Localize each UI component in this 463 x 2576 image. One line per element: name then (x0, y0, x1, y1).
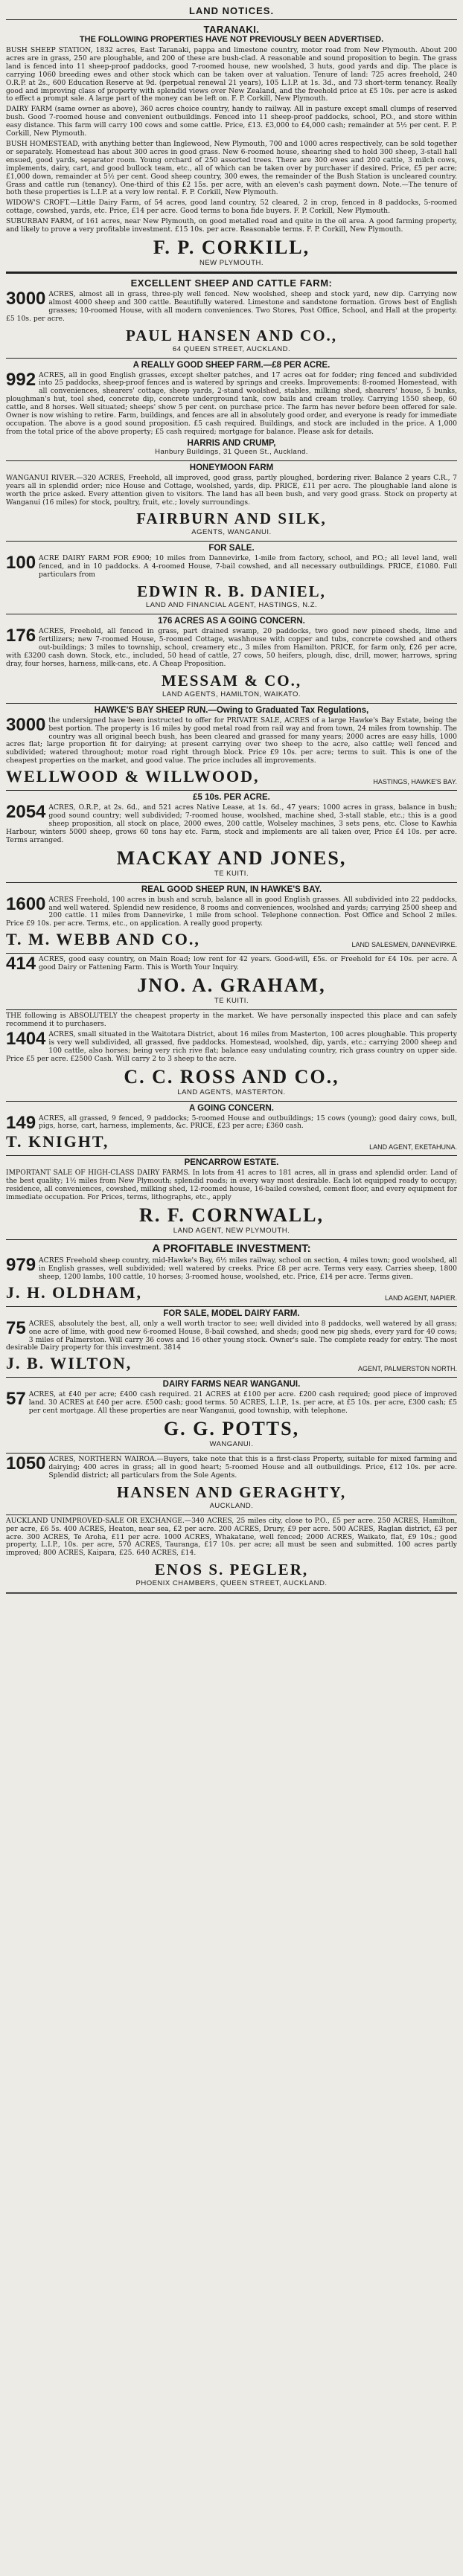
agent-name: R. F. CORNWALL, (139, 1204, 324, 1226)
advert-text: ACRE DAIRY FARM FOR £900; 10 miles from Dannevirke, 1-mile from factory, school, and P.O.; all level land, well fenced, and in 10 paddocks. A 4-roomed House, 7-bail cowshed, and all necessary outbuildings. PRICE, £1080. Full particulars from (39, 554, 457, 579)
agent-name: WELLWOOD & WILLWOOD, (6, 767, 260, 786)
agent-name: J. H. OLDHAM, (6, 1282, 143, 1302)
acreage: 414 (6, 954, 36, 974)
agent-address: Hanbury Buildings, 31 Queen St., Auckland. (155, 447, 308, 456)
advert-title: 176 ACRES AS A GOING CONCERN. (158, 617, 305, 626)
advert-text: ACRES, absolutely the best, all, only a well worth tractor to see; well divided into 8 paddocks, well watered by all grass; one acre of lime, with good new 6-roomed House, 8-bail cowshed, and sheds; good new pig sheds, every yard for 40 cows; 3 miles of Palmerston. Will carry 36 cows and 16 other young stock. Owner's sale. The complete ready for entry. The most desirable Dairy property for this investment. 3814 (6, 1319, 457, 1352)
oldham-979-advert (6, 1242, 457, 1303)
advert-title: £5 10s. PER ACRE. (193, 793, 270, 803)
agent-address: AGENTS, WANGANUI. (191, 528, 272, 537)
agent-name: MACKAY AND JONES, (116, 847, 347, 869)
agent-address: AUCKLAND. (209, 1501, 254, 1510)
agent-role: LAND SALESMEN, DANNEVIRKE. (351, 941, 457, 949)
agent-role: AGENT, PALMERSTON NORTH. (357, 1365, 457, 1373)
agent-address: WANGANUI. (209, 1440, 254, 1449)
wilton-75-advert (6, 1309, 457, 1374)
agent-name: T. KNIGHT, (6, 1132, 109, 1152)
taranaki-advert (6, 24, 457, 268)
pencarrow-estate-advert (6, 1158, 457, 1236)
advert-title: FOR SALE. (208, 544, 255, 553)
advert-text: ACRES, NORTHERN WAIROA.—Buyers, take note that this is a first-class Property, suitable for mixed farming and dairying; 400 acres in grass; all in good heart; 5-roomed House and all outbuildings. Price, £12 10s. per acre. Splendid district; all particulars from the Sole Agents. (48, 1455, 457, 1480)
advert-title: FOR SALE, MODEL DAIRY FARM. (163, 1308, 300, 1318)
agent-name: PAUL HANSEN AND CO., (125, 326, 338, 344)
agent-name: MESSAM & CO., (161, 671, 302, 690)
acreage: 75 (6, 1317, 26, 1338)
agent-address: LAND AGENTS, MASTERTON. (177, 1088, 286, 1096)
agent-name: EDWIN R. B. DANIEL, (137, 582, 326, 601)
agent-address: LAND AGENT, NEW PLYMOUTH. (173, 1226, 290, 1235)
acreage: 979 (6, 1254, 36, 1275)
advert-title: DAIRY FARMS NEAR WANGANUI. (162, 1380, 301, 1390)
agent-role: LAND AGENT, EKETAHUNA. (369, 1143, 457, 1152)
taranaki-listing-4: WIDOW'S CROFT.—Little Dairy Farm, of 54 acres, good land country, 52 cleared, 2 in crop, fenced in 8 paddocks, 5-roomed cottage, cowshed, yards, etc. Price, £14 per acre. Good terms to bona fide buyers. F. P. Corkill, New Plymouth. (6, 199, 457, 216)
agent-name: FAIRBURN AND SILK, (136, 510, 327, 528)
advert-title: A PROFITABLE INVESTMENT: (152, 1242, 311, 1255)
agent-address: LAND AND FINANCIAL AGENT, HASTINGS, N.Z. (145, 601, 318, 610)
agent-address: PHOENIX CHAMBERS, QUEEN STREET, AUCKLAND. (135, 1579, 328, 1588)
acreage: 3000 (6, 714, 46, 735)
agent-address: NEW PLYMOUTH. (199, 258, 264, 267)
masterton-1404-advert (6, 1012, 457, 1096)
taranaki-listing-2: DAIRY FARM (same owner as above), 360 acres choice country, handy to railway. All in pasture except small clumps of reserved bush. Good 7-roomed house and convenient outbuildings. Fenced into 11 sheep-proof paddocks, school, P.O., and store within easy distance. This farm will carry 100 cows and some cattle. Price, £13. £3,000 to £4,000 cash; remainder at 5½ per cent. F. P. Corkill, New Plymouth. (6, 105, 457, 138)
agent-name: C. C. ROSS AND CO., (124, 1065, 339, 1088)
advert-title: HONEYMOON FARM (189, 463, 274, 472)
agent-address: TE KUITI. (214, 869, 249, 878)
taranaki-listing-3: BUSH HOMESTEAD, with anything better than Inglewood, New Plymouth, 700 and 1000 acres respectively, can be sold together or separately. Homestead has about 300 acres in good grass. New 6-roomed house, shearing shed to hold 300 sheep, 3-stall hall ensued, good yards, separator room. Young orchard of 250 assorted trees. There are 300 ewes and 200 cattle, 3 milch cows, implements, dairy, cart, and good bullock team, etc., all of which can be taken over by purchaser if desired. Price, £5 per acre; £1,000 down, remainder at 5½ per cent. Good sheep country, 300 ewes, the remainder of the Bush Station is uncleared country. Grass and cattle run (tenancy). One-third of this £2 15s. per acre, with an eleven's cash payment down. Note.—The tenure of both these properties is L.I.P. at a very low rental. F. P. Corkill, New Plymouth. (6, 139, 457, 197)
agent-name: HARRIS AND CRUMP, (187, 438, 276, 448)
advert-text: ACRES, all in good English grasses, except shelter patches, and 17 acres oat for fodder; ring fenced and subdivided into 25 paddocks, sheep-proof fences and is watered by springs and creeks. Improvements: 8-roomed Homestead, with all conveniences, shearers' cottage, sheep yards, 2-stand woolshed, stables, milking shed, shearers' house, 5 bunks, ploughman's hut, tool shed, concrete dip, concrete underground tank, cow bails and cream trolley. Carrying 1550 sheep, 60 cattle, and 8 horses. Well situated; sheeps' show 5 per cent. on purchase price. The farm has never before been offered for sale. Owner is now wishing to retire. Farm, buildings, and fences are all in absolutely good order, and everyone is ready for immediate occupation. The above is a good sound proposition. £5 cash required. Buildings, and stock are included in the price. A 1,000 from the total price of the above property; £5 cash required; mortgage for balance. Please ask for details. (6, 370, 457, 436)
advert-title: A GOING CONCERN. (189, 1103, 274, 1113)
te-kuiti-2054-advert (6, 793, 457, 879)
going-concern-176-advert (6, 617, 457, 699)
advert-heading: EXCELLENT SHEEP AND CATTLE FARM: (130, 277, 333, 289)
taranaki-heading: TARANAKI. (203, 24, 260, 35)
acreage: 57 (6, 1389, 26, 1410)
acreage: 176 (6, 626, 36, 646)
agent-name: T. M. WEBB AND CO., (6, 930, 200, 949)
dairy-farm-100-advert (6, 544, 457, 610)
advert-text: ACRES Freehold, 100 acres in bush and scrub, balance all in good English grasses. All subdivided into 22 paddocks, and well watered. Splendid new residence, 8 rooms and conveniences, woolshed and yards; carrying 2500 sheep and 200 cattle. 11 miles from Dannevirke, 1 mile from school. Telephone connection. Post Office and School 2 miles. Price £9 10s. per acre. Terms, etc., on application. A really good property. (6, 895, 457, 928)
advert-text: ACRES, almost all in grass, three-ply well fenced. New woolshed, sheep and stock yard, new dip. Carrying now almost 4000 sheep and 300 cattle. Beautifully watered. Limestone and sandstone formation. Grows best of English grasses; 10-roomed House, with all modern conveniences. Two Stores, Post Office, School, and Hall at the property. £5 10s. per acre. (6, 289, 457, 323)
acreage: 1600 (6, 893, 46, 914)
acreage: 1050 (6, 1454, 46, 1474)
advert-text: ACRES, small situated in the Waitotara District, about 16 miles from Masterton, 100 acres ploughable. This property is very well subdivided, all grassed, five paddocks. Homestead, woolshed, dip, yards, etc.; carrying 2000 sheep and 100 cattle, also horses; being very rich rive flat; balance easy undulating country, rich grass country on upper side. Price £5 per acre. £2500 Cash. Will carry 2 to 3 sheep to the acre. (6, 1030, 457, 1063)
agent-name: G. G. POTTS, (163, 1418, 300, 1440)
agent-name: ENOS S. PEGLER, (154, 1561, 309, 1579)
taranaki-listing-1: BUSH SHEEP STATION, 1832 acres, East Taranaki, pappa and limestone country, motor road from New Plymouth. About 200 acres are in grass, 250 are ploughable, and 200 of these are bush-clad. A reasonable and sound proposition to begin. The grass land is fenced into 11 sheep-proof paddocks, good 7-roomed house, new woolshed, 3 huts, good yards and dip. The place is carrying 1060 breeding ewes and other stock which can be taken over at valuation. Tenure of land: 725 acres freehold, 240 O.R.P. at 2s., 600 Education Reserve at 9d. (perpetual renewal 21 years), 105 L.I.P. at 1s. 3d., and 73 short-term tenancy. Really good and improving class of property with splendid views over New Zealand, and the freehold price at £5 10s. per acre is asked to effect a prompt sale. A large part of the money can be left on. F. P. Corkill, New Plymouth. (6, 46, 457, 103)
advert-text: ACRES Freehold sheep country, mid-Hawke's Bay, 6½ miles railway, school on section, 4 miles town; good woolshed, all in English grasses, well subdivided; well watered by creeks. Price £8 per acre. Terms very easy. Carries sheep, 1800 sheep, 1200 lambs, 100 cattle, 10 horses; 3-roomed house, woolshed, etc. Price, £14 per acre. Terms given. (39, 1256, 457, 1281)
advert-text: AUCKLAND UNIMPROVED-SALE OR EXCHANGE.—340 ACRES, 25 miles city, close to P.O., £5 per acre. 250 ACRES, Hamilton, per acre, £6 5s. 400 ACRES, Heaton, near sea, £2 per acre. 200 ACRES, Drury, £9 per acre. 500 ACRES, Raglan district, £3 per acre. 300 ACRES, Te Aroha, £11 per acre. 1000 ACRES, Whakatane, well fenced; 2000 ACRES, Waikato, flat, £9 10s.; good property, L.I.P., 10s. per acre, 570 ACRES, Tauranga, £17 10s. per acre; all must be seen and submitted. 100 acres partly improved; 800 ACRES, Kaipara, £25. 640 ACRES, £14. (6, 1516, 457, 1558)
advert-text: ACRES, good easy country, on Main Road; low rent for 42 years. Good-will, £5s. or Freehold for £4 10s. per acre. A good Dairy or Fattening Farm. This is Worth Your Inquiry. (39, 955, 457, 972)
advert-text: the undersigned have been instructed to offer for PRIVATE SALE, ACRES of a large Hawke's Bay Estate, being the best portion. The property is 16 miles by good metal road from rail way and from town, 24 miles from township. The country was all original beech bush, has been cleared and grassed for many years; 2000 acres are easy hills, 1000 acres flat; large proportion fit for dairying; at present carrying over two sheep to the acre, also cattle; well fenced and subdivided; watered throughout; motor road right through block. Price £9 10s. per acre; terms to suit. This is one of the cheapest properties on the market, and good value. The price includes all improvements. (6, 716, 457, 765)
advert-text: IMPORTANT SALE OF HIGH-CLASS DAIRY FARMS. In lots from 41 acres to 181 acres, all in grass and splendid order. Land of the best quality; 1½ miles from New Plymouth; splendid roads; in every way most desirable. Each lot equipped ready to occupy; residence, all conveniences, cowshed, milking shed, 12-roomed house, 16-bailed cowshed, cement floor, and every equipment for immediate occupation. For Prices, terms, lithographs, etc., apply (6, 1169, 457, 1202)
acreage: 149 (6, 1112, 36, 1133)
sheep-run-1600-advert (6, 885, 457, 950)
agent-address: TE KUITI. (214, 997, 249, 1006)
page-header: LAND NOTICES. (6, 3, 457, 20)
agent-role: LAND AGENT, NAPIER. (384, 1294, 457, 1302)
hawkes-bay-run-advert (6, 706, 457, 786)
agent-name: JNO. A. GRAHAM, (137, 974, 326, 997)
potts-57-advert (6, 1380, 457, 1449)
graham-414-advert (6, 956, 457, 1006)
agent-name: J. B. WILTON, (6, 1354, 132, 1373)
acreage: 992 (6, 369, 36, 390)
taranaki-listing-5: SUBURBAN FARM, of 161 acres, near New Plymouth, on good metalled road and quite in the oil area. A good farming property, and likely to prove a very profitable investment. £15 10s. per acre. Reasonable terms. F. P. Corkill, New Plymouth. (6, 217, 457, 234)
agent-address: HASTINGS, HAWKE'S BAY. (373, 778, 457, 786)
agent-name: F. P. CORKILL, (153, 236, 310, 258)
advert-title: PENCARROW ESTATE. (184, 1158, 279, 1168)
advert-text: ACRES, O.R.P., at 2s. 6d., and 521 acres Native Lease, at 1s. 6d., 47 years; 1000 acres in grass, balance in bush; good sound country; well subdivided; 7-roomed house, woolshed, machine shed, 3-stall stable, etc.; this is a good sheep proposition, all stock on place, 2000 ewes, 200 cattle, Wolseley machines, 3 sets pens, etc. Close to Kawhia Harbour, winters 5000 sheep, grows 60 tons hay etc. Farm, stock and implements are all taken over, Price £4 10s. per acre. Terms arranged. (6, 803, 457, 844)
acreage: 3000 (6, 288, 46, 309)
advert-text: WANGANUI RIVER.—320 ACRES, Freehold, all improved, good grass, partly ploughed, bordering river. Balance 2 years C.R., 7 years all in splendid order; nice House and Cottage, woolshed, yards, dip. PRICE, £11 per acre. The ploughable land alone is worth the price asked. Every attention given to visitors. The land has all been bush, and very good grass. Stock on property at Wanganui (16 miles) for stock, poultry, fruit, etc.; lovely surroundings. (6, 473, 457, 507)
taranaki-subheading: THE FOLLOWING PROPERTIES HAVE NOT PREVIOUSLY BEEN ADVERTISED. (79, 35, 384, 44)
agent-address: 64 QUEEN STREET, AUCKLAND. (172, 344, 291, 353)
honeymoon-farm-advert (6, 463, 457, 538)
acreage: 100 (6, 553, 36, 574)
advert-title: REAL GOOD SHEEP RUN, IN HAWKE'S BAY. (141, 884, 322, 894)
advert-title: HAWKE'S BAY SHEEP RUN.—Owing to Graduated Tax Regulations, (94, 705, 369, 715)
excellent-farm-advert (6, 277, 457, 354)
wairoa-1050-advert (6, 1456, 457, 1511)
advert-text: ACRES, all grassed, 9 fenced, 9 paddocks; 5-roomed House and outbuildings; 15 cows (young); good dairy cows, bull, pigs, horse, cart, harness, implements, &c. PRICE, £23 per acre; £360 cash. (39, 1114, 457, 1131)
advert-title: A REALLY GOOD SHEEP FARM.—£8 PER ACRE. (132, 360, 331, 370)
acreage: 2054 (6, 802, 46, 823)
advert-intro: THE following is ABSOLUTELY the cheapest property in the market. We have personally inspected this place and can safely recommend it to purchasers. (6, 1012, 457, 1028)
acreage: 1404 (6, 1028, 46, 1049)
knight-149-advert (6, 1104, 457, 1152)
agent-address: LAND AGENTS, HAMILTON, WAIKATO. (162, 690, 301, 698)
advert-text: ACRES, at £40 per acre; £400 cash required. 21 ACRES at £100 per acre. £200 cash required; good piece of improved land. 30 ACRES at £40 per acre. £500 cash; good terms. 50 ACRES, L.I.P., 1s. per acre, at £5 10s. per acre, £300 cash; £5 per cent mortgage. All these properties are near Wanganui, good township, with telephone. (28, 1390, 457, 1416)
agent-name: HANSEN AND GERAGHTY, (116, 1483, 347, 1501)
advert-text: ACRES, Freehold, all fenced in grass, part drained swamp, 20 paddocks, two good new pineed sheds, lime and fertilizers; new 7-roomed House, 5-roomed Cottage, washhouse with copper and tubs, concrete cowshed and others out-buildings; 3 miles to township, school, creamery etc., 3 miles from Hamilton. PRICE, for farm only, £26 per acre, with £3200 cash down. Stock, etc., included, 50 head of cattle, 27 cows, 50 heifers, plough, disc, drill, mower, harrows, spring dray, four horses, harness, milk-cans, etc. A Cheap Proposition. (6, 627, 457, 668)
sheep-farm-992-advert (6, 361, 457, 457)
pegler-auckland-advert (6, 1517, 457, 1589)
land-notices-page (6, 0, 457, 1594)
